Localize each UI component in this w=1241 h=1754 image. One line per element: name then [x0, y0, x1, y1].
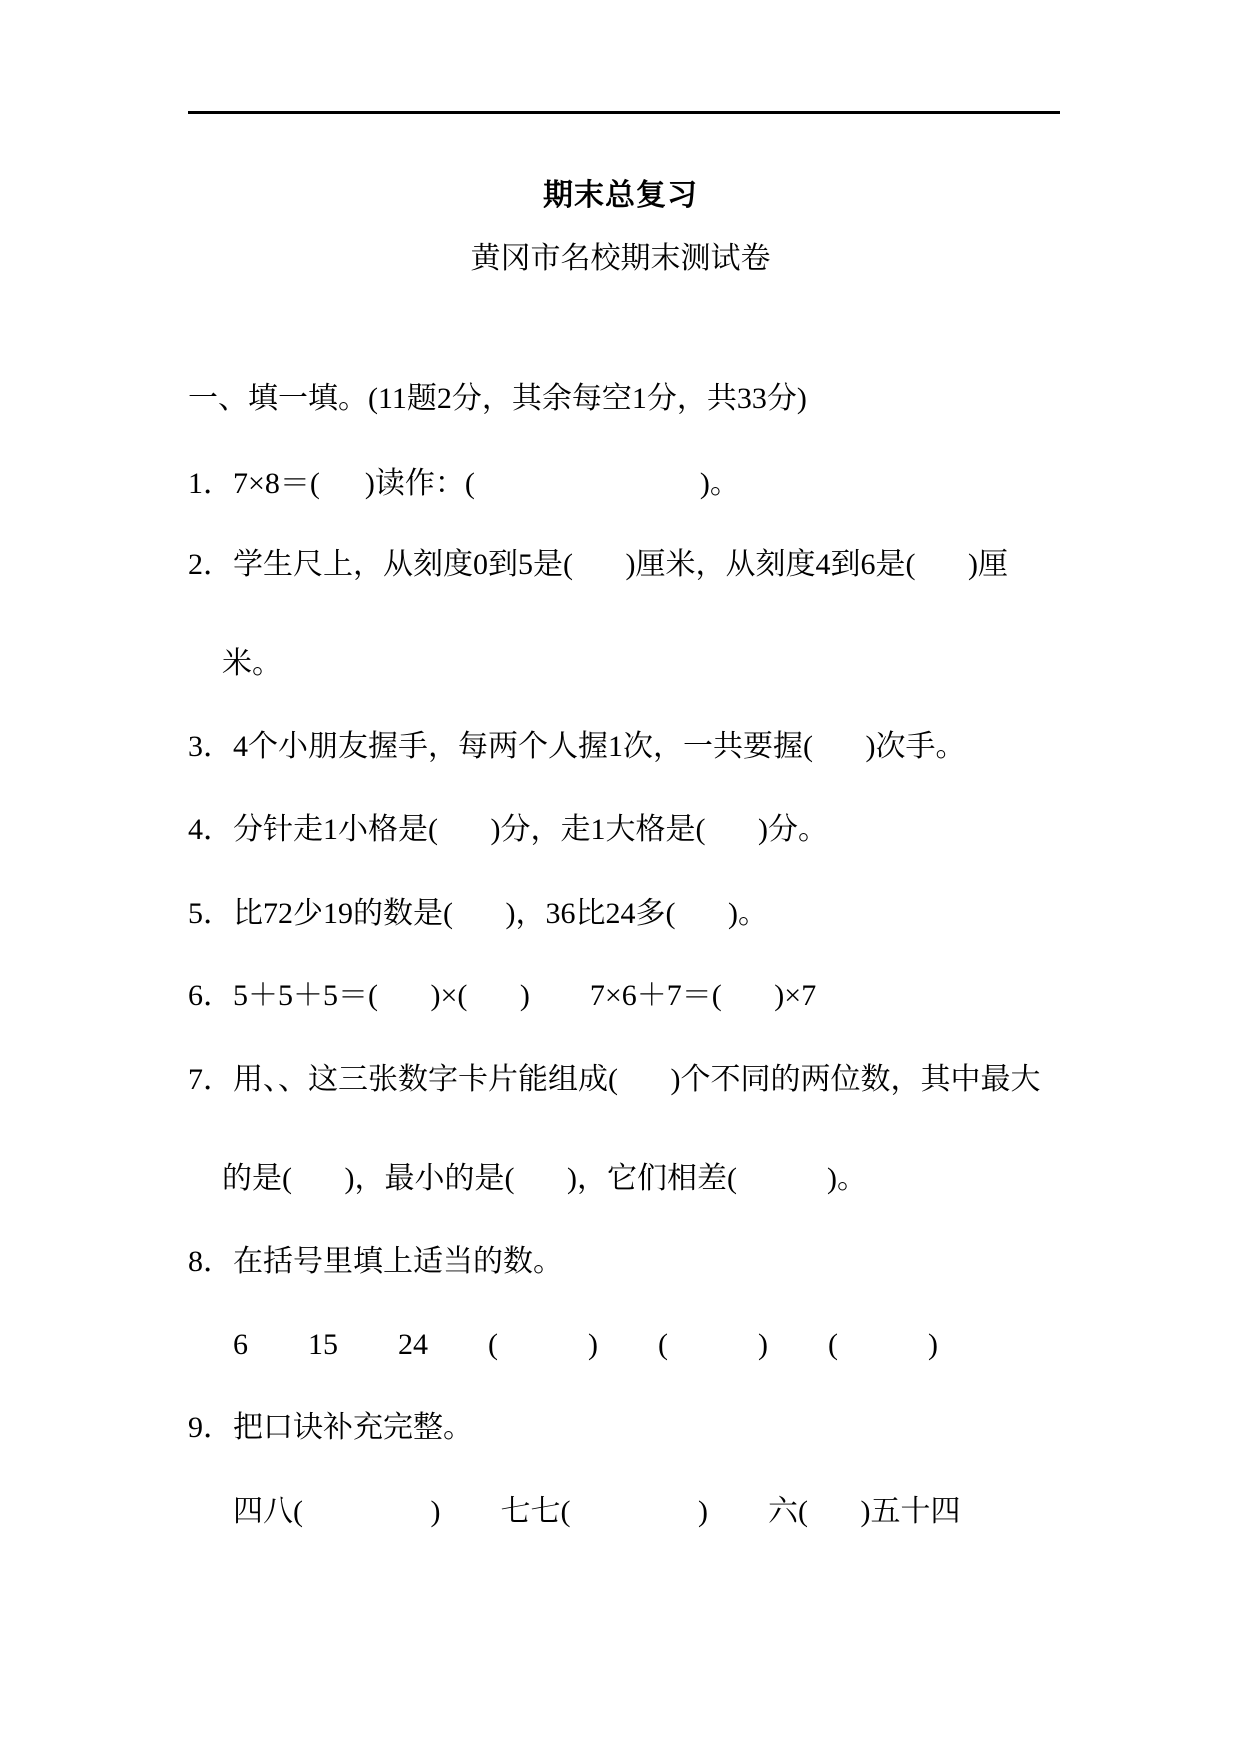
question-7-cont: 的是( )，最小的是( )，它们相差( )。: [222, 1162, 867, 1195]
question-9-items: 四八( ) 七七( ) 六( )五十四: [233, 1495, 961, 1528]
question-8: 8．在括号里填上适当的数。: [188, 1245, 563, 1278]
question-2: 2．学生尺上，从刻度0到5是( )厘米，从刻度4到6是( )厘: [188, 548, 1008, 581]
section-heading: 一、填一填。(11题2分，其余每空1分，共33分): [188, 382, 807, 415]
page-subtitle: 黄冈市名校期末测试卷: [470, 242, 771, 275]
question-3: 3．4个小朋友握手，每两个人握1次，一共要握( )次手。: [188, 730, 966, 763]
page-title: 期末总复习: [543, 178, 698, 213]
question-9: 9．把口诀补充完整。: [188, 1411, 473, 1444]
question-7: 7．用、、这三张数字卡片能组成( )个不同的两位数，其中最大: [188, 1063, 1041, 1096]
question-2-cont: 米。: [222, 647, 282, 680]
question-8-sequence: 6 15 24 ( ) ( ) ( ): [233, 1328, 938, 1361]
question-4: 4．分针走1小格是( )分，走1大格是( )分。: [188, 813, 828, 846]
question-5: 5．比72少19的数是( )，36比24多( )。: [188, 897, 768, 930]
question-1: 1．7×8＝( )读作：( )。: [188, 467, 740, 500]
header-rule: [188, 111, 1060, 114]
question-6: 6．5＋5＋5＝( )×( ) 7×6＋7＝( )×7: [188, 979, 817, 1012]
